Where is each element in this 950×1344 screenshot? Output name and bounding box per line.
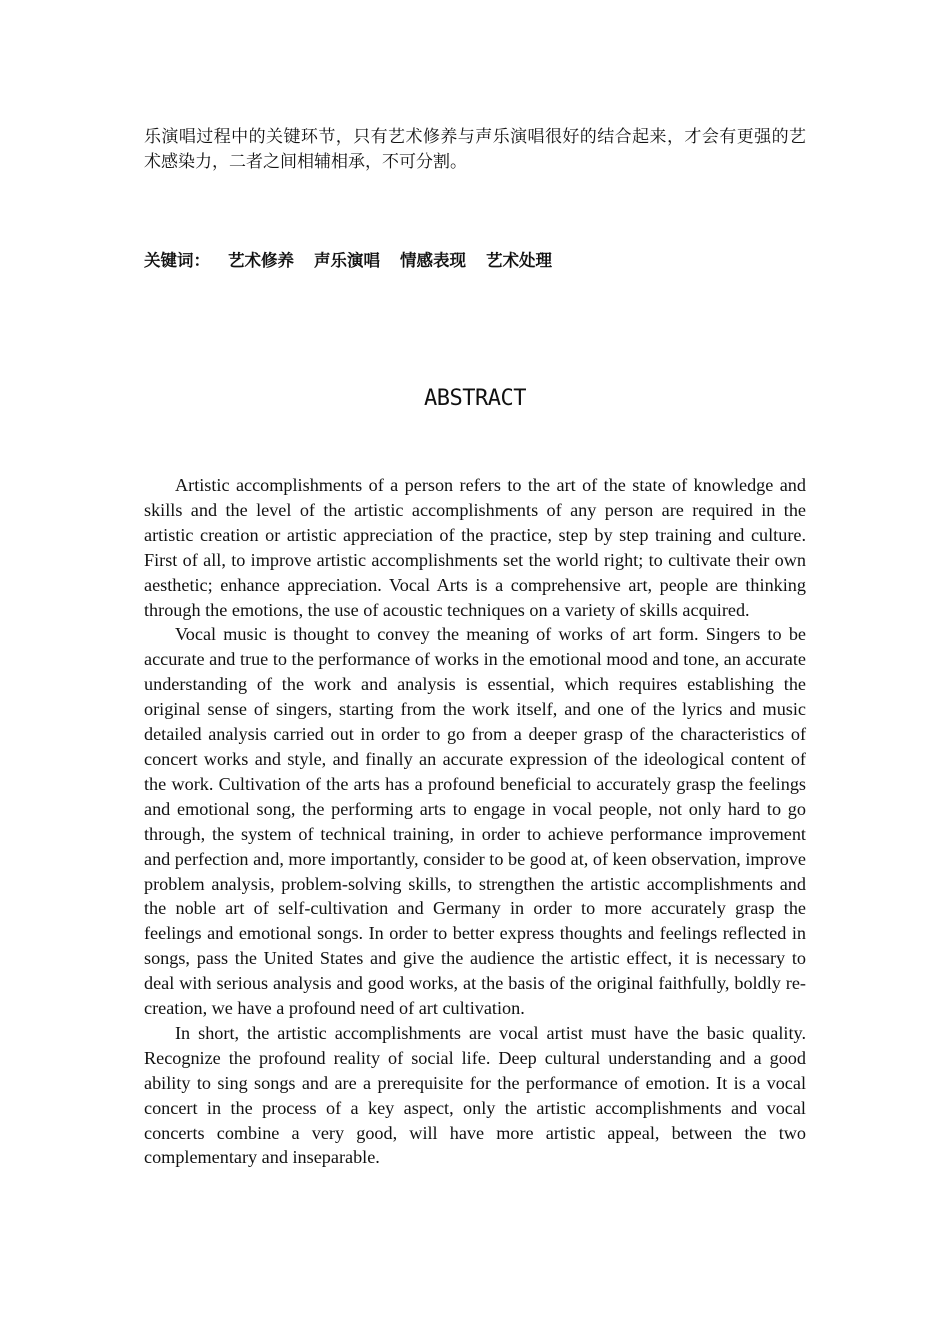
abstract-paragraph: Vocal music is thought to convey the meaning of works of art form. Singers to be accurate and true to the performance of works in the emotional mood and tone, an accurate understanding of the work and analysis is essential, which requires establishing the original sense of singers, starting from the work itself, and one of the lyrics and music detailed analysis carried out in order to go from a deeper grasp of the characteristics of concert works and style, and finally an accurate expression of the ideological content of the work. Cultivation of the arts has a profound beneficial to accurately grasp the feelings and emotional song, the performing arts to engage in vocal people, not only hard to go through, the system of technical training, in order to achieve performance improvement and perfection and, more importantly, consider to be good at, of keen observation, improve problem analysis, problem-solving skills, to strengthen the artistic accomplishments and the noble art of self-cultivation and Germany in order to more accurately grasp the feelings and emotional songs. In order to better express thoughts and feelings reflected in songs, pass the United States and give the audience the artistic effect, it is necessary to deal with serious analysis and good works, at the basis of the original faithfully, boldly re-creation, we have a profound need of art cultivation. — [144, 624, 806, 1019]
keyword-item: 艺术修养 — [228, 251, 294, 270]
keyword-item: 情感表现 — [400, 251, 466, 270]
abstract-body — [144, 473, 806, 1170]
abstract-heading: ABSTRACT — [424, 386, 526, 411]
abstract-paragraph: Artistic accomplishments of a person refers to the art of the state of knowledge and skills and the level of the artistic accomplishments of any person are required in the artistic creation or artistic appreciation of the practice, step by step training and culture. First of all, to improve artistic accomplishments set the world right; to cultivate their own aesthetic; enhance appreciation. Vocal Arts is a comprehensive art, people are thinking through the emotions, the use of acoustic techniques on a variety of skills acquired. — [144, 475, 806, 620]
keyword-item: 艺术处理 — [486, 251, 552, 270]
chinese-abstract-paragraph: 乐演唱过程中的关键环节，只有艺术修养与声乐演唱很好的结合起来，才会有更强的艺术感染力，二者之间相辅相承，不可分割。 — [144, 127, 806, 172]
keyword-item: 声乐演唱 — [314, 251, 380, 270]
keywords-label: 关键词： — [144, 251, 210, 270]
abstract-paragraph: In short, the artistic accomplishments are vocal artist must have the basic quality. Recognize the profound reality of social life. Deep cultural understanding and a good ability to sing songs and are a prerequisite for the performance of emotion. It is a vocal concert in the process of a key aspect, only the artistic accomplishments and vocal concerts combine a very good, will have more artistic appeal, between the two complementary and inseparable. — [144, 1022, 806, 1168]
keywords-line — [144, 249, 806, 273]
